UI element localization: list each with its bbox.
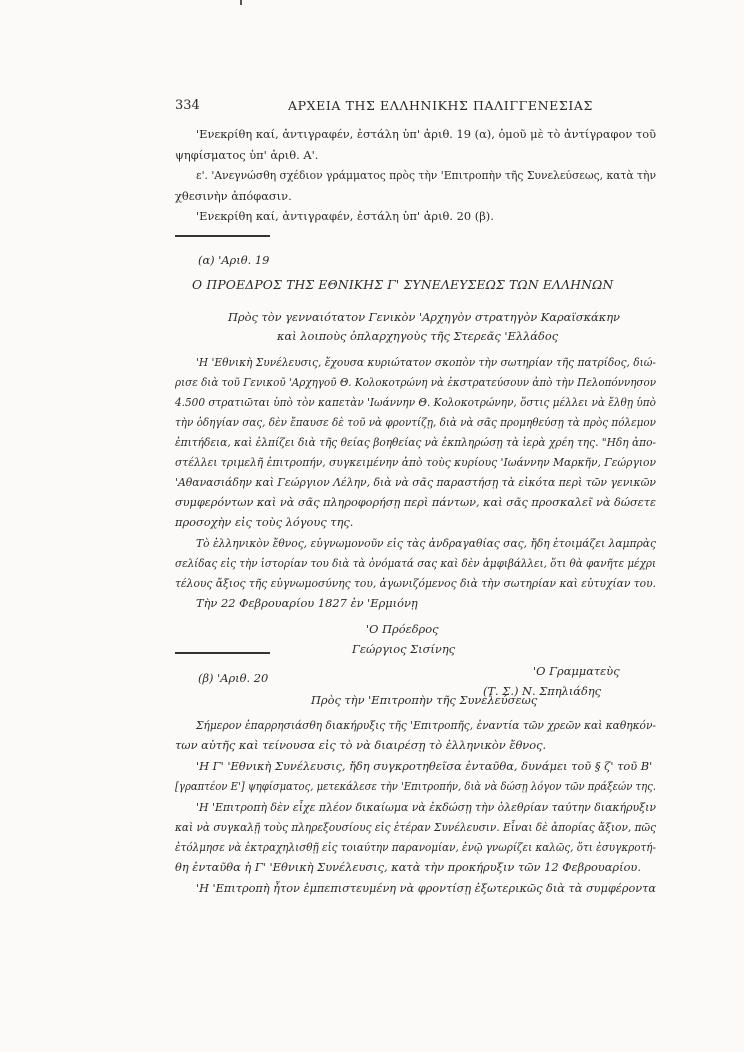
doc-a-body-line: 'Η 'Εθνικὴ Συνέλευσις, ἔχουσα κυριώτατον σκοπὸν τὴν σωτηρίαν τῆς πατρίδος, διώ- [196, 355, 657, 369]
scan-mark [240, 0, 242, 5]
doc-a-body-line: τέλους ἄξιος τῆς εὐγνωμοσύνης του, ἀγωνιζόμενος διὰ τὴν σωτηρίαν καὶ εὐτυχίαν του. [175, 576, 657, 590]
doc-b-label: (β) 'Αριθ. 20 [198, 671, 269, 685]
doc-a-body-line: προσοχὴν εἰς τοὺς λόγους της. [175, 515, 354, 529]
doc-b-addressee: Πρὸς τὴν 'Επιτροπὴν τῆς Συνελεύσεως [311, 693, 538, 707]
doc-b-body-line: [γραπτέον Ε'] ψηφίσματος, μετεκάλεσε τὴν 'Επιτροπήν, διὰ νὰ δώσῃ λόγον τῶν πράξεών της. [175, 779, 656, 793]
doc-b-body-line: καὶ νὰ συγκαλῇ τοὺς πληρεξουσίους εἰς ἑτέραν Συνέλευσιν. Εἶναι δὲ ἀπορίας ἄξιον, πῶς [175, 820, 657, 834]
doc-a-addressee-2: καὶ λοιποὺς ὁπλαρχηγοὺς τῆς Στερεᾶς 'Ελλάδος [277, 329, 559, 343]
doc-b-body-line: θη ἐνταῦθα ἡ Γ' 'Εθνικὴ Συνέλευσις, κατὰ τὴν προκήρυξιν τῶν 12 Φεβρουαρίου. [175, 860, 641, 874]
doc-a-title: Ο ΠΡΟΕΔΡΟΣ ΤΗΣ ΕΘΝΙΚΗΣ Γ' ΣΥΝΕΛΕΥΣΕΩΣ ΤΩΝ ΕΛΛΗΝΩΝ [192, 278, 614, 292]
intro-line-3: ε'. 'Ανεγνώσθη σχέδιον γράμματος πρὸς τὴν 'Επιτροπὴν τῆς Συνελεύσεως, κατὰ τὴν [196, 168, 656, 182]
doc-a-body-line: τὴν ὁδηγίαν σας, δὲν ἔπαυσε δὲ τοῦ νὰ φροντίζῃ, διὰ νὰ σᾶς προμηθεύσῃ τὰ πρὸς πόλεμον [175, 415, 657, 429]
intro-line-1: 'Ενεκρίθη καί, ἀντιγραφέν, ἐστάλη ὑπ' ἀριθ. 19 (α), ὁμοῦ μὲ τὸ ἀντίγραφον τοῦ [196, 127, 657, 141]
doc-b-body-line: 'Η 'Επιτροπὴ δὲν εἶχε πλέον δικαίωμα νὰ ἐκδώσῃ τὴν ὀλεθρίαν ταύτην διακήρυξιν [196, 800, 656, 814]
page-number: 334 [175, 98, 200, 113]
doc-b-body-line: ἐτόλμησε νὰ ἐκτραχηλισθῇ εἰς τοιαύτην παρανομίαν, ἐνῷ γνωρίζει καλῶς, ὅτι ἐσυγκροτή- [175, 840, 656, 854]
doc-a-body-line: Τὸ ἑλληνικὸν ἔθνος, εὐγνωμονοῦν εἰς τὰς ἀνδραγαθίας σας, ἤδη ἑτοιμάζει λαμπρὰς [196, 536, 656, 550]
doc-a-label: (α) 'Αριθ. 19 [198, 253, 270, 267]
doc-a-body-line: στέλλει τριμελῆ ἐπιτροπήν, συγκειμένην ἀπὸ τοὺς κυρίους 'Ιωάννην Μαρκῆν, Γεώργιον [175, 455, 657, 469]
president-role: 'Ο Πρόεδρος [366, 622, 439, 636]
running-title: ΑΡΧΕΙΑ ΤΗΣ ΕΛΛΗΝΙΚΗΣ ΠΑΛΙΓΓΕΝΕΣΙΑΣ [288, 98, 593, 113]
secretary-name: (Τ. Σ.) Ν. Σπηλιάδης [483, 684, 602, 698]
president-name: Γεώργιος Σισίνης [352, 642, 456, 656]
secretary-role: 'Ο Γραμματεὺς [533, 664, 620, 678]
doc-a-body-line: σελίδας εἰς τὴν ἱστορίαν του διὰ τὰ ὀνόματά σας καὶ δὲν ἀμφιβάλλει, ὅτι θὰ φανῆτε μέχρι [175, 556, 657, 570]
footnote-rule [175, 235, 270, 237]
doc-a-addressee-1: Πρὸς τὸν γενναιότατον Γενικὸν 'Αρχηγὸν στρατηγὸν Καραϊσκάκην [228, 310, 620, 324]
intro-line-4: χθεσινὴν ἀπόφασιν. [175, 189, 292, 203]
doc-a-body-line: 'Αθανασιάδην καὶ Γεώργιον Λέλην, διὰ νὰ σᾶς παραστήσῃ τὰ εἰκότα περὶ τῶν γενικῶν [175, 475, 656, 489]
doc-a-body-line: συμφερόντων καὶ νὰ σᾶς πληροφορήσῃ περὶ πάντων, καὶ σᾶς προσκαλεῖ νὰ δώσετε [175, 495, 657, 509]
intro-line-5: 'Ενεκρίθη καί, ἀντιγραφέν, ἐστάλη ὑπ' ἀριθ. 20 (β). [196, 209, 494, 223]
doc-b-body-line: 'Η Γ' 'Εθνικὴ Συνέλευσις, ἤδη συγκροτηθεῖσα ἐνταῦθα, δυνάμει τοῦ § ζ' τοῦ Β' [196, 759, 653, 773]
doc-b-body-line: Σήμερον ἐπαρρησιάσθη διακήρυξις τῆς 'Επιτροπῆς, ἐναντία τῶν χρεῶν καὶ καθηκόν- [196, 718, 656, 732]
doc-a-date-line: Τὴν 22 Φεβρουαρίου 1827 ἐν 'Ερμιόνῃ [196, 596, 418, 610]
doc-a-body-line: ρισε διὰ τοῦ Γενικοῦ 'Αρχηγοῦ Θ. Κολοκοτρώνη νὰ ἐκστρατεύσουν ἀπὸ τὴν Πελοπόννησον [175, 375, 657, 389]
doc-b-body-line: 'Η 'Επιτροπὴ ἦτον ἐμπεπιστευμένη νὰ φροντίσῃ ἐξωτερικῶς διὰ τὰ συμφέροντα [196, 881, 656, 895]
doc-b-body-line: των αὐτῆς καὶ τείνουσα εἰς τὸ νὰ διαιρέσῃ τὸ ἑλληνικὸν ἔθνος. [175, 738, 547, 752]
intro-line-2: ψηφίσματος ὑπ' ἀριθ. Α'. [175, 148, 319, 162]
doc-a-body-line: 4.500 στρατιῶται ὑπὸ τὸν καπετὰν 'Ιωάννην Θ. Κολοκοτρώνην, ὅστις μέλλει νὰ ἔλθῃ ὑπὸ [175, 395, 656, 409]
footnote-rule [175, 652, 270, 654]
doc-a-body-line: ἐπιτήδεια, καὶ ἐλπίζει διὰ τῆς θείας βοηθείας νὰ ἐκπληρώσῃ τὰ ἱερὰ χρέη της. "Ηδη ἀπο- [175, 435, 657, 449]
